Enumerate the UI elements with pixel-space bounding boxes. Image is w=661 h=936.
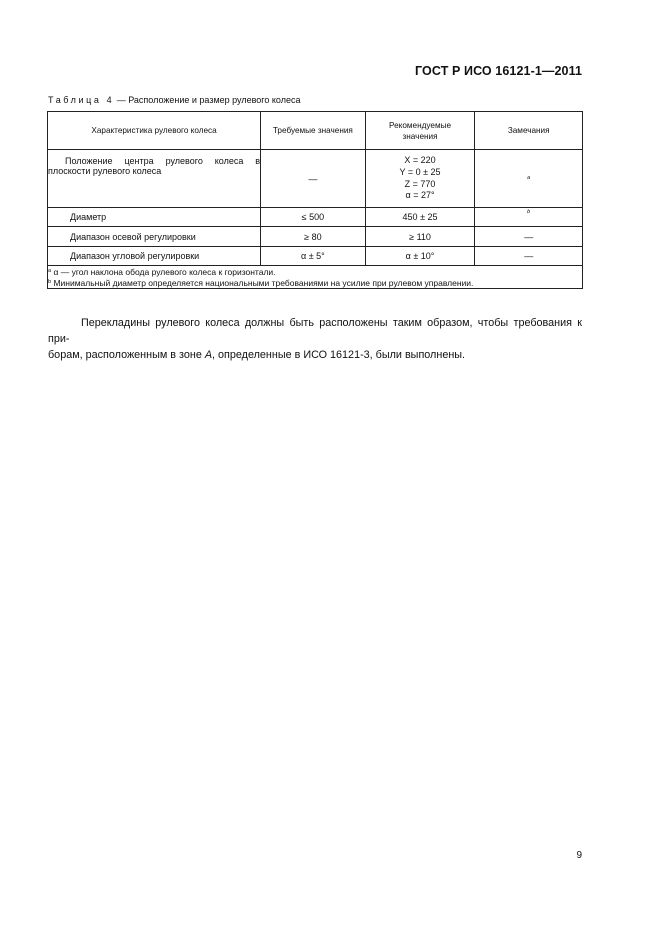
table-row — [48, 208, 583, 227]
document-header: ГОСТ Р ИСО 16121-1—2011 — [415, 64, 582, 78]
steering-wheel-table — [47, 111, 583, 289]
table-row — [48, 227, 583, 247]
cell-note: a — [475, 150, 583, 208]
column-header-notes: Замечания — [475, 112, 583, 150]
cell-note: b — [475, 208, 583, 227]
cell-recommended: 450 ± 25 — [365, 208, 475, 227]
cell-characteristic: Диапазон осевой регулировки — [48, 227, 261, 247]
cell-characteristic: Диаметр — [48, 208, 261, 227]
body-line-2: борам, расположенным в зоне А, определенные в ИСО 16121-3, были выполнены. — [48, 349, 466, 361]
page-number: 9 — [576, 850, 582, 861]
footnote-a: $^a$ α — угол наклона обода рулевого колеса к горизонтали. — [48, 267, 276, 277]
table-footnotes — [48, 266, 583, 289]
cell-required: α ± 5° — [261, 247, 366, 266]
cell-recommended: ≥ 110 — [365, 227, 475, 247]
cell-characteristic: Положение центра рулевого колеса в плоскости рулевого колеса — [48, 150, 261, 208]
body-line-1: Перекладины рулевого колеса должны быть расположены таким образом, чтобы требования к при- — [48, 317, 582, 345]
table-caption-text: — Расположение и размер рулевого колеса — [114, 95, 301, 105]
cell-note: — — [475, 247, 583, 266]
table-footnotes-row — [48, 266, 583, 289]
cell-recommended: X = 220 Y = 0 ± 25 Z = 770 α = 27° — [365, 150, 475, 208]
table-caption — [48, 95, 301, 105]
cell-recommended: α ± 10° — [365, 247, 475, 266]
cell-required: ≥ 80 — [261, 227, 366, 247]
body-paragraph — [48, 315, 582, 363]
table-caption-label: Таблица 4 — [48, 95, 115, 105]
cell-characteristic: Диапазон угловой регулировки — [48, 247, 261, 266]
cell-note: — — [475, 227, 583, 247]
cell-required: ≤ 500 — [261, 208, 366, 227]
table-row — [48, 150, 583, 208]
cell-required: — — [261, 150, 366, 208]
column-header-required: Требуемые значения — [261, 112, 366, 150]
footnote-b: $^b$ Минимальный диаметр определяется национальными требованиями на усилие при рулевом управлении. — [48, 278, 474, 288]
table-header-row — [48, 112, 583, 150]
column-header-recommended: Рекомендуемые значения — [365, 112, 475, 150]
column-header-characteristic: Характеристика рулевого колеса — [48, 112, 261, 150]
table-row — [48, 247, 583, 266]
